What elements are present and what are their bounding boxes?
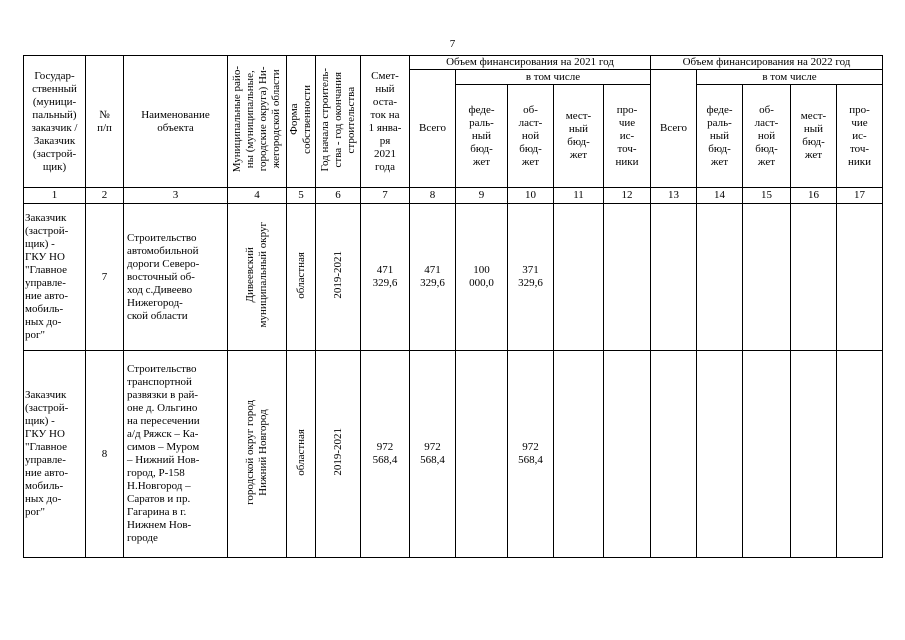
header-years: Год начала строитель- ства - год окончания строительства <box>318 67 357 172</box>
row-estimate-balance: 471 329,6 <box>361 204 410 351</box>
row-federal-2022 <box>697 204 743 351</box>
column-number: 9 <box>456 188 508 204</box>
column-number: 7 <box>361 188 410 204</box>
header-districts-cell <box>228 56 287 188</box>
row-local-2021 <box>554 351 604 558</box>
column-number: 14 <box>697 188 743 204</box>
column-number: 13 <box>651 188 697 204</box>
row-local-2022 <box>791 351 837 558</box>
row-number: 7 <box>86 204 124 351</box>
column-number: 6 <box>316 188 361 204</box>
row-total-2022 <box>651 351 697 558</box>
row-estimate-balance: 972 568,4 <box>361 351 410 558</box>
header-other-2022: про- чие ис- точ- ники <box>837 85 883 188</box>
row-other-2021 <box>604 351 651 558</box>
header-customer: Государ- ственный (муници- пальный) заказчик / Заказчик (застрой- щик) <box>24 56 86 188</box>
row-regional-2022 <box>743 204 791 351</box>
row-years-cell <box>316 351 361 558</box>
column-number: 2 <box>86 188 124 204</box>
column-number: 12 <box>604 188 651 204</box>
row-district: городской округ город Нижний Новгород <box>244 399 269 505</box>
page-number: 7 <box>449 38 456 50</box>
row-federal-2021 <box>456 351 508 558</box>
column-number: 5 <box>287 188 316 204</box>
row-regional-2022 <box>743 351 791 558</box>
row-regional-2021: 371 329,6 <box>508 204 554 351</box>
header-federal-2022: феде- раль- ный бюд- жет <box>697 85 743 188</box>
row-number: 8 <box>86 351 124 558</box>
header-districts: Муниципальные райо- ны (муниципальные, городские округа) Ни- жегородской области <box>231 66 282 173</box>
table-row <box>24 204 883 351</box>
column-number: 8 <box>410 188 456 204</box>
header-estimate-balance: Смет- ный оста- ток на 1 янва- ря 2021 года <box>361 56 410 188</box>
table-row <box>24 351 883 558</box>
row-object-name: Строительство транспортной развязки в рай- оне д. Ольгино на пересечении а/д Ряжск – Ка- симов – Муром – Нижний Нов- город, Р-158 Н.Новгород – Саратов и пр. Гагарина в г. Нижнем Нов- городе <box>124 351 228 558</box>
row-regional-2021: 972 568,4 <box>508 351 554 558</box>
row-ownership-cell <box>287 351 316 558</box>
column-number: 10 <box>508 188 554 204</box>
header-object-name: Наименование объекта <box>124 56 228 188</box>
row-total-2022 <box>651 204 697 351</box>
header-regional-2022: об- ласт- ной бюд- жет <box>743 85 791 188</box>
row-federal-2022 <box>697 351 743 558</box>
funding-table <box>23 55 883 558</box>
row-ownership: областная <box>294 251 307 299</box>
header-other-2021: про- чие ис- точ- ники <box>604 85 651 188</box>
column-number: 1 <box>24 188 86 204</box>
row-ownership: областная <box>294 428 307 476</box>
row-local-2021 <box>554 204 604 351</box>
header-total-2021: Всего <box>410 70 456 188</box>
row-customer: Заказчик (застрой- щик) - ГКУ НО "Главное управле- ние авто- мобиль- ных до- рог" <box>24 204 86 351</box>
row-ownership-cell <box>287 204 316 351</box>
header-ownership-cell <box>287 56 316 188</box>
header-regional-2021: об- ласт- ной бюд- жет <box>508 85 554 188</box>
column-number-row <box>24 188 883 204</box>
header-total-2022: Всего <box>651 70 697 188</box>
column-number: 11 <box>554 188 604 204</box>
header-including-2022: в том числе <box>697 70 883 85</box>
column-number: 16 <box>791 188 837 204</box>
row-customer: Заказчик (застрой- щик) - ГКУ НО "Главное управле- ние авто- мобиль- ных до- рог" <box>24 351 86 558</box>
header-including-2021: в том числе <box>456 70 651 85</box>
column-number: 17 <box>837 188 883 204</box>
column-number: 15 <box>743 188 791 204</box>
column-number: 3 <box>124 188 228 204</box>
header-local-2022: мест- ный бюд- жет <box>791 85 837 188</box>
row-local-2022 <box>791 204 837 351</box>
row-other-2021 <box>604 204 651 351</box>
row-district-cell <box>228 351 287 558</box>
column-number: 4 <box>228 188 287 204</box>
row-total-2021: 471 329,6 <box>410 204 456 351</box>
header-funding-2022: Объем финансирования на 2022 год <box>651 56 883 70</box>
row-district: Дивеевский муниципальный округ <box>244 222 269 328</box>
header-federal-2021: феде- раль- ный бюд- жет <box>456 85 508 188</box>
row-district-cell <box>228 204 287 351</box>
row-other-2022 <box>837 351 883 558</box>
header-ownership: Форма собственности <box>288 85 313 154</box>
row-federal-2021: 100 000,0 <box>456 204 508 351</box>
row-years: 2019-2021 <box>331 251 344 299</box>
header-funding-2021: Объем финансирования на 2021 год <box>410 56 651 70</box>
row-object-name: Строительство автомобильной дороги Северо- восточный об- ход с.Дивеево Нижегород- ской области <box>124 204 228 351</box>
row-total-2021: 972 568,4 <box>410 351 456 558</box>
row-other-2022 <box>837 204 883 351</box>
header-local-2021: мест- ный бюд- жет <box>554 85 604 188</box>
header-years-cell <box>316 56 361 188</box>
row-years-cell <box>316 204 361 351</box>
row-years: 2019-2021 <box>331 428 344 476</box>
header-number: № п/п <box>86 56 124 188</box>
